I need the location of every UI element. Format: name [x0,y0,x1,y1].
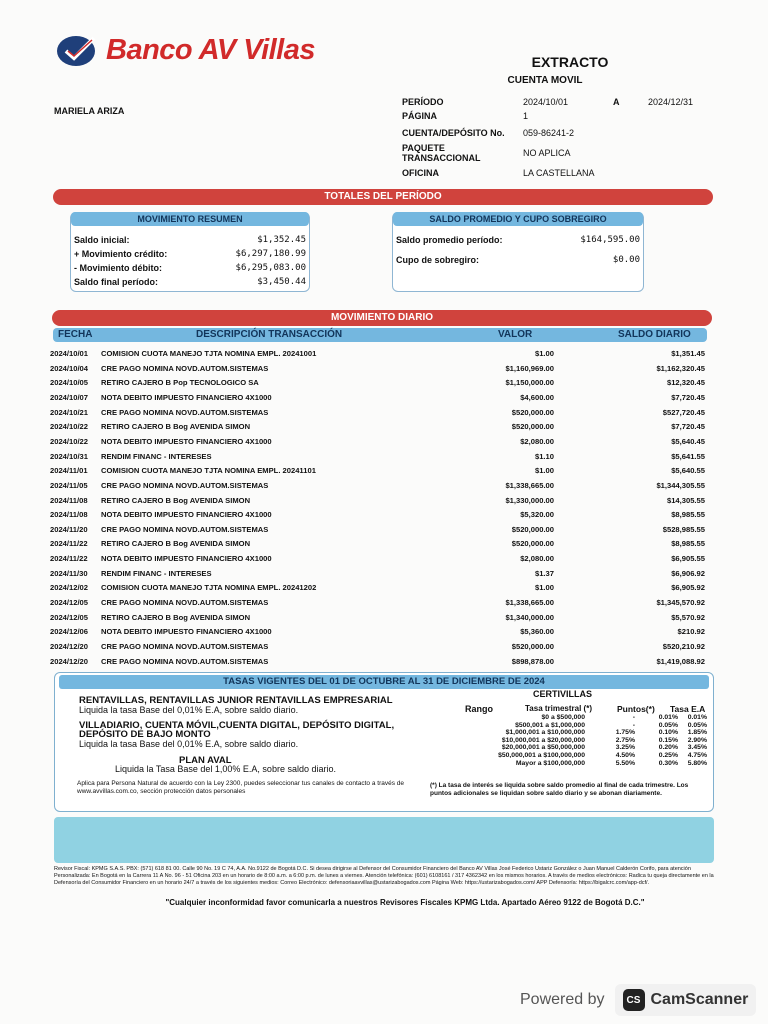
row-date: 2024/10/22 [50,436,89,446]
row-description: CRE PAGO NOMINA NOVD.AUTOM.SISTEMAS [101,642,269,651]
row-date: 2024/10/04 [50,363,89,373]
row-description: CRE PAGO NOMINA NOVD.AUTOM.SISTEMAS [101,598,269,608]
camscanner-badge [615,984,757,1016]
col-saldo: SALDO DIARIO [618,329,691,340]
row-description: COMISION CUOTA MANEJO TJTA NOMINA EMPL. 20241202 [101,583,317,593]
promedio-box [392,212,644,292]
rate-range: $20,000,001 a $50,000,000 [501,744,585,752]
cupo-label: Cupo de sobregiro: [396,255,479,265]
row-date: 2024/11/01 [50,466,88,476]
col-rango: Rango [465,704,493,714]
table-row [50,655,710,670]
bank-name: Banco AV Villas [106,33,315,66]
row-value: $1.00 [534,466,554,476]
row-date: 2024/11/30 [50,568,88,578]
row-value: $4,600.00 [520,392,554,402]
col-tasa-ea: Tasa E.A [670,704,706,714]
cuenta-value: 059-86241-2 [523,128,575,138]
saldo-final-value: $3,450.44 [257,277,306,287]
saldo-inicial-row [74,235,306,245]
row-value: $520,000.00 [511,642,554,651]
row-balance: $14,305.55 [666,495,705,505]
row-balance: $8,985.55 [671,510,705,520]
row-value: $1,330,000.00 [505,495,554,505]
tasas-header: TASAS VIGENTES DEL 01 DE OCTUBRE AL 31 DE DICIEMBRE DE 2024 [59,675,709,689]
row-date: 2024/11/08 [50,495,88,505]
row-date: 2024/11/20 [50,524,88,534]
row-balance: $6,906.92 [671,568,705,578]
tasas-box [54,672,714,812]
rate-ea: 1.85% [687,729,707,737]
row-value: $1,150,000.00 [505,378,554,388]
rate-ea: 0.01% [687,714,707,721]
row-value: $898,878.00 [511,656,554,666]
rate-trimestral: - [632,714,635,721]
producto-villadiario-text: Liquida la tasa Base del 0,01% E.A, sobre saldo diario. [79,739,299,749]
rate-ea: 4.75% [687,752,707,759]
table-row [50,625,710,640]
rate-range: $50,000,001 a $100,000,000 [498,752,585,759]
row-description: COMISION CUOTA MANEJO TJTA NOMINA EMPL. 20241101 [101,466,316,476]
row-date: 2024/10/07 [50,392,89,402]
row-description: RETIRO CAJERO B Pop TECNOLOGICO SA [101,378,259,388]
rate-puntos: 0.10% [658,729,678,737]
table-row [50,552,710,567]
pagina-value: 1 [523,111,529,121]
rate-trimestral: 5.50% [615,759,635,767]
rate-trimestral: - [632,721,635,729]
row-balance: $1,419,088.92 [656,656,705,666]
row-description: RETIRO CAJERO B Bog AVENIDA SIMON [101,539,251,549]
table-row [50,581,710,596]
paquete-value: NO APLICA [523,148,571,158]
cuenta-label: CUENTA/DEPÓSITO No. [402,128,505,138]
row-value: $520,000.00 [511,407,554,417]
row-description: NOTA DEBITO IMPUESTO FINANCIERO 4X1000 [101,627,272,637]
row-balance: $12,320.45 [666,378,705,388]
rate-ea: 3.45% [687,744,707,752]
periodo-label: PERÍODO [402,97,444,107]
row-balance: $6,905.92 [671,583,705,593]
oficina-value: LA CASTELLANA [523,168,595,178]
camscanner-icon: CS [623,989,645,1011]
table-row [50,567,710,582]
legal-footer: Revisor Fiscal: KPMG S.A.S. PBX: (571) 618 81 00. Calle 90 No. 19 C 74, A.A. No.9122 de Bogotá D.C. Si desea dirigirse al Defensor del Consumidor Financiero del Banco AV Villas José Federico Ustariz González o Juan Manuel Calderón Corifo, para atención Personalizada: En Bogotá en la Carrera 11 A No. 96 - 51 Oficina 203 en un horario de 8:00 a.m. a 6:00 p.m. de lunes a viernes. Atención telefónica: (601) 6108161 / 317 4362342 en los mismos horarios. A través de medios electrónicos: Radica tu queja directamente en la Defensoría del Consumidor Financiero en un horario 24/7 a través de los siguientes medios: Correo Electrónico: defensoriaavvillas@ustarizabogados.com Página Web: https://ustarizabogados.com/ APP Defensoría: https://bigalcrc.com/app-dcf/. [54,866,714,887]
table-row [50,596,710,611]
row-date: 2024/10/31 [50,451,89,461]
row-description: RETIRO CAJERO B Bog AVENIDA SIMON [101,495,251,505]
row-balance: $1,344,305.55 [656,480,705,490]
col-fecha: FECHA [58,329,93,340]
periodo-from: 2024/10/01 [523,97,569,107]
row-description: NOTA DEBITO IMPUESTO FINANCIERO 4X1000 [101,392,272,402]
rate-range: Mayor a $100,000,000 [515,759,585,767]
row-balance: $8,985.55 [671,539,705,549]
producto-villadiario-title: VILLADIARIO, CUENTA MÓVIL,CUENTA DIGITAL, DEPÓSITO DIGITAL, DEPÓSITO DE BAJO MONTO [79,720,395,740]
row-balance: $7,720.45 [671,422,705,432]
rate-puntos: 0.30% [658,759,678,767]
row-description: NOTA DEBITO IMPUESTO FINANCIERO 4X1000 [101,436,272,446]
credito-row [74,249,306,259]
table-row [50,362,710,377]
saldo-final-row [74,277,306,287]
row-value: $1.00 [534,583,554,593]
movimiento-bar: MOVIMIENTO DIARIO [52,310,712,326]
bank-logo [54,32,315,68]
rate-trimestral: 2.75% [615,736,635,744]
row-date: 2024/10/21 [50,407,89,417]
row-value: $520,000.00 [511,524,554,534]
row-value: $5,360.00 [520,627,554,637]
statement-title: EXTRACTO [531,54,609,70]
table-row [50,347,710,362]
paquete-label: PAQUETE TRANSACCIONAL [402,143,481,163]
row-description: RENDIM FINANC - INTERESES [101,568,212,578]
row-description: NOTA DEBITO IMPUESTO FINANCIERO 4X1000 [101,510,272,520]
row-value: $1,338,665.00 [505,598,554,608]
rate-range: $0 a $500,000 [541,714,585,721]
powered-by-text: Powered by [520,991,605,1008]
saldo-inicial-label: Saldo inicial: [74,235,130,245]
table-row [50,376,710,391]
row-value: $1,338,665.00 [505,480,554,490]
client-name: MARIELA ARIZA [54,106,125,116]
saldo-inicial-value: $1,352.45 [257,235,306,245]
footer-quote: "Cualquier inconformidad favor comunicarla a nuestros Revisores Fiscales KPMG Ltda. Apartado Aéreo 9122 de Bogotá D.C." [165,898,645,907]
row-value: $520,000.00 [511,422,554,432]
saldo-promedio-row [396,235,640,245]
rate-trimestral: 1.75% [615,729,635,737]
row-description: RENDIM FINANC - INTERESES [101,451,212,461]
rate-ea: 0.05% [687,721,707,729]
table-row [50,537,710,552]
resumen-title: MOVIMIENTO RESUMEN [71,212,309,226]
table-row [50,479,710,494]
row-date: 2024/12/05 [50,612,89,622]
row-description: NOTA DEBITO IMPUESTO FINANCIERO 4X1000 [101,554,272,564]
producto-rentavillas-text: Liquida la tasa Base del 0,01% E.A, sobre saldo diario. [79,705,299,715]
promedio-title: SALDO PROMEDIO Y CUPO SOBREGIRO [393,212,643,226]
row-description: CRE PAGO NOMINA NOVD.AUTOM.SISTEMAS [101,407,269,417]
row-date: 2024/10/05 [50,378,89,388]
credito-label: + Movimiento crédito: [74,249,168,259]
row-value: $520,000.00 [511,539,554,549]
plan-aval-text: Liquida la Tasa Base del 1,00% E.A, sobre saldo diario. [115,764,336,774]
rate-puntos: 0.01% [658,714,678,721]
row-balance: $520,210.92 [662,642,705,651]
rate-trimestral: 4.50% [615,752,635,759]
row-description: COMISION CUOTA MANEJO TJTA NOMINA EMPL. 20241001 [101,349,317,358]
row-date: 2024/11/22 [50,539,88,549]
oficina-label: OFICINA [402,168,439,178]
statement-subtitle: CUENTA MOVIL [507,75,583,86]
table-row [50,640,710,655]
row-date: 2024/12/20 [50,656,89,666]
table-row [50,508,710,523]
row-date: 2024/10/22 [50,422,89,432]
rate-ea: 2.90% [687,736,707,744]
table-row [50,464,710,479]
row-description: RETIRO CAJERO B Bog AVENIDA SIMON [101,612,251,622]
ley-2300-text: Aplica para Persona Natural de acuerdo con la Ley 2300, puedes seleccionar tus canales de contacto a través de www.avvillas.com.co, sección protección datos personales [77,780,405,795]
certivillas-table [435,704,711,778]
row-date: 2024/12/02 [50,583,89,593]
row-value: $1.10 [534,451,554,461]
rate-range: $500,001 a $1,000,000 [515,721,585,729]
bank-logo-icon [54,32,102,68]
camscanner-name: CamScanner [650,991,749,1008]
table-row [50,391,710,406]
row-balance: $5,640.45 [671,436,705,446]
table-row [50,420,710,435]
row-description: RETIRO CAJERO B Bog AVENIDA SIMON [101,422,251,432]
blue-band [54,817,714,863]
row-value: $5,320.00 [520,510,554,520]
rate-puntos: 0.05% [658,721,678,729]
credito-value: $6,297,180.99 [235,249,306,259]
debito-value: $6,295,083.00 [235,263,306,273]
row-description: CRE PAGO NOMINA NOVD.AUTOM.SISTEMAS [101,524,269,534]
row-description: CRE PAGO NOMINA NOVD.AUTOM.SISTEMAS [101,363,269,373]
row-date: 2024/12/05 [50,598,89,608]
debito-label: - Movimiento débito: [74,263,162,273]
row-balance: $5,641.55 [671,451,705,461]
rate-puntos: 0.15% [658,736,678,744]
row-description: CRE PAGO NOMINA NOVD.AUTOM.SISTEMAS [101,656,269,666]
row-value: $1.37 [534,568,554,578]
rate-puntos: 0.20% [658,744,678,752]
saldo-final-label: Saldo final período: [74,277,159,287]
periodo-to: 2024/12/31 [648,97,694,107]
row-balance: $5,640.55 [671,466,705,476]
row-date: 2024/11/05 [50,480,88,490]
table-row [50,611,710,626]
row-balance: $6,905.55 [671,554,705,564]
rate-trimestral: 3.25% [615,744,635,752]
row-date: 2024/11/08 [50,510,88,520]
row-balance: $210.92 [677,627,705,637]
movimiento-table-header [53,328,707,342]
saldo-promedio-value: $164,595.00 [580,235,640,245]
cupo-row [396,255,640,265]
debito-row [74,263,306,273]
row-date: 2024/11/22 [50,554,88,564]
row-value: $1,340,000.00 [505,612,554,622]
rate-puntos: 0.25% [658,752,678,759]
col-trimestral: Tasa trimestral (*) [525,704,592,713]
row-date: 2024/10/01 [50,349,89,358]
row-balance: $5,570.92 [671,612,705,622]
table-row [50,435,710,450]
col-puntos: Puntos(*) [617,704,655,714]
col-valor: VALOR [498,329,533,340]
saldo-promedio-label: Saldo promedio período: [396,235,503,245]
row-value: $1.00 [534,349,554,358]
row-value: $2,080.00 [520,554,554,564]
row-date: 2024/12/06 [50,627,89,637]
certivillas-note: (*) La tasa de interés se liquida sobre saldo promedio al final de cada trimestre. Los puntos adicionales se liquidan sobre saldo diario y se abonan diariamente. [430,782,689,797]
row-balance: $1,162,320.45 [656,363,705,373]
periodo-sep: A [613,97,620,107]
table-row [50,523,710,538]
row-balance: $7,720.45 [671,392,705,402]
table-row [50,450,710,465]
cupo-value: $0.00 [612,255,640,265]
row-balance: $528,985.55 [662,524,705,534]
row-value: $2,080.00 [520,436,554,446]
row-date: 2024/12/20 [50,642,89,651]
table-row [50,494,710,509]
totales-bar: TOTALES DEL PERÍODO [53,189,713,205]
rate-ea: 5.80% [687,759,707,767]
row-description: CRE PAGO NOMINA NOVD.AUTOM.SISTEMAS [101,480,269,490]
pagina-label: PÁGINA [402,111,438,121]
plan-aval-title: PLAN AVAL [179,755,232,766]
col-descripcion: DESCRIPCIÓN TRANSACCIÓN [196,329,343,340]
row-balance: $527,720.45 [662,407,705,417]
rate-range: $1,000,001 a $10,000,000 [505,729,585,737]
row-balance: $1,345,570.92 [656,598,705,608]
table-row [50,406,710,421]
camscanner-watermark [520,984,756,1016]
row-balance: $1,351.45 [671,349,705,358]
certivillas-title: CERTIVILLAS [533,689,593,699]
row-value: $1,160,969.00 [505,363,554,373]
producto-rentavillas-title: RENTAVILLAS, RENTAVILLAS JUNIOR RENTAVILLAS EMPRESARIAL [79,695,393,706]
resumen-box [70,212,310,292]
rate-range: $10,000,001 a $20,000,000 [501,736,585,744]
